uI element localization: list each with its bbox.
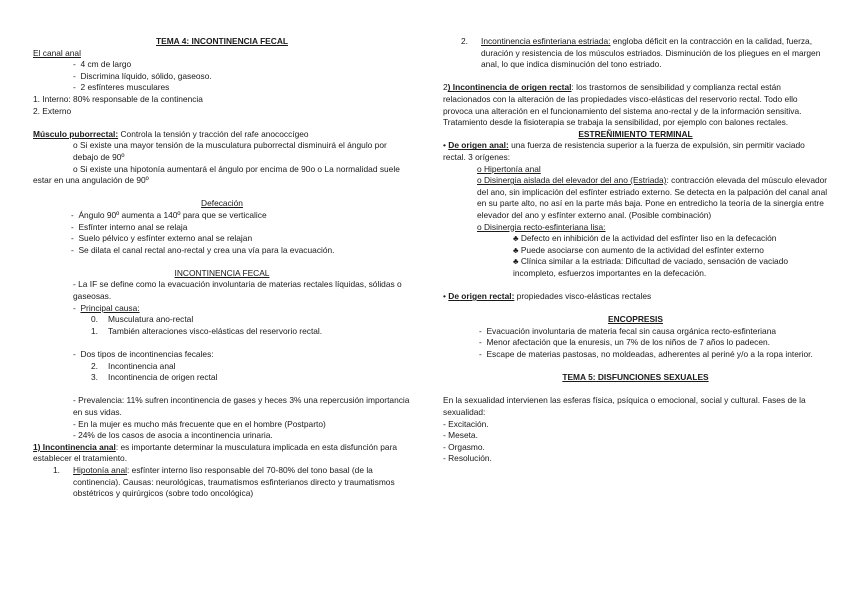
tema4-title: TEMA 4: INCONTINENCIA FECAL bbox=[156, 36, 288, 46]
list-item: - Resolución. bbox=[443, 453, 492, 464]
list-item: - Esfínter interno anal se relaja bbox=[71, 221, 188, 232]
canal-anal-heading: El canal anal bbox=[33, 47, 81, 58]
encopresis-list bbox=[443, 326, 828, 361]
list-item: - Ángulo 90º aumenta a 140º para que se verticalice bbox=[71, 209, 267, 220]
list-item: - Evacuación involuntaria de materia fecal sin causa orgánica recto-esfinteriana bbox=[479, 325, 777, 336]
canal-anal-list bbox=[33, 59, 411, 94]
sexualidad-paragraph: En la sexualidad intervienen las esferas física, psíquica o emocional, social y cultural. Fases de la sexualidad: bbox=[443, 395, 806, 417]
list-item: 1. También alteraciones visco-elásticas del reservorio rectal. bbox=[91, 325, 323, 336]
estrenimiento-heading: ESTREÑIMIENTO TERMINAL bbox=[578, 128, 693, 139]
list-item: ♣ Clínica similar a la estriada: Dificultad de vaciado, sensación de vaciado incompleto, esfuerzos importantes en la defecación. bbox=[513, 256, 789, 278]
hipertonia-item: o Hipertonía anal bbox=[477, 163, 541, 174]
club-icon: ♣ bbox=[513, 244, 519, 255]
club-icon: ♣ bbox=[513, 256, 519, 267]
asocia-text: - 24% de los casos de asocia a incontinencia urinaria. bbox=[73, 430, 273, 441]
list-item: o Si existe una hipotonía aumentará el ángulo por encima de 90o o La normalidad suele estar en una angulación de 90º bbox=[33, 163, 400, 186]
disinergia-item: o Disinergia aislada del elevador del ano (Estriada): contracción elevada del músculo elevador del ano, sin implicación del esfínter estriado externo. Se detecta en la palpación del canal anal en su parte alto, no así en la parte más baja. Pone en entredicho la teoría de la sinergia entre elevador del ano y esfínter externo anal. (Posible combinación) bbox=[477, 175, 828, 220]
list-item: - Excitación. bbox=[443, 418, 489, 429]
puborrectal-paragraph: Músculo puborrectal: Controla la tensión y tracción del rafe anococcígeo bbox=[33, 128, 309, 139]
list-item: 2. Externo bbox=[33, 105, 72, 116]
mujer-text: - En la mujer es mucho más frecuente que en el hombre (Postparto) bbox=[73, 418, 326, 429]
origen-anal-paragraph: • De origen anal: una fuerza de resistencia superior a la fuerza de expulsión, sin permitir vaciado rectal. 3 orígenes: bbox=[443, 140, 805, 162]
left-column bbox=[33, 36, 411, 500]
disinergia-lisa-list bbox=[443, 233, 828, 279]
list-item: - Se dilata el canal rectal ano-rectal y crea una vía para la evacuación. bbox=[71, 244, 335, 255]
right-column bbox=[443, 36, 828, 465]
list-item: - Suelo pélvico y esfínter externo anal se relajan bbox=[71, 233, 253, 244]
incontinencia-anal-paragraph: 1) Incontinencia anal: es importante determinar la musculatura implicada en esta disfunción para establecer el tratamiento. bbox=[33, 441, 398, 464]
list-item: - 2 esfínteres musculares bbox=[73, 82, 170, 93]
list-item: - Escape de materias pastosas, no moldeadas, adherentes al periné y/o a la ropa interior. bbox=[479, 349, 813, 360]
estriada-item: 2. Incontinencia esfinteriana estriada: engloba déficit en la contracción en la calidad, fuerza, duración y resistencia de los músculos estriados. Disminución de los pliegues en el margen anal, lo que indica disminución del tono estriado. bbox=[461, 36, 821, 70]
list-item: 3. Incontinencia de origen rectal bbox=[91, 372, 218, 383]
list-item: 1. Interno: 80% responsable de la continencia bbox=[33, 93, 203, 104]
prevalencia-text: - Prevalencia: 11% sufren incontinencia de gases y heces 3% una repercusión importancia en sus vidas. bbox=[73, 395, 410, 417]
puborrectal-sublist bbox=[33, 140, 411, 186]
tipos-list bbox=[33, 361, 411, 384]
causa-label: - Principal causa: bbox=[73, 302, 140, 313]
list-item: 2. Incontinencia anal bbox=[91, 360, 176, 371]
list-item: - 4 cm de largo bbox=[73, 59, 132, 70]
list-item: - Meseta. bbox=[443, 430, 478, 441]
list-item: ♣ Puede asociarse con aumento de la actividad del esfínter externo bbox=[513, 244, 764, 255]
list-item: ♣ Defecto en inhibición de la actividad del esfínter liso en la defecación bbox=[513, 233, 777, 244]
encopresis-heading: ENCOPRESIS bbox=[608, 314, 663, 325]
origen-rectal-paragraph: 2) Incontinencia de origen rectal: los trastornos de sensibilidad y complianza rectal están relacionados con la alteración de las propiedades visco-elásticas del reservorio rectal. Todo ello provoca una alteración en el funcionamiento del sistema ano-rectal y de la información sensitiva. Tratamiento desde la fisioterapia se trabaja la sensibilidad, por ejemplo con balones rectales. bbox=[443, 82, 802, 128]
origen-rectal-bullet: • De origen rectal: propiedades visco-elásticas rectales bbox=[443, 291, 652, 302]
hipotonia-item: 1. Hipotonía anal: esfínter interno liso responsable del 70-80% del tono basal (de la continencia). Causas: neurológicas, traumatismos esfinterianos directo y traumatismos obstétricos y quirúrgicos (sobre todo oncológica) bbox=[53, 464, 395, 499]
list-item: 0. Musculatura ano-rectal bbox=[91, 314, 194, 325]
incontinencia-heading: INCONTINENCIA FECAL bbox=[174, 267, 270, 278]
club-icon: ♣ bbox=[513, 233, 519, 244]
tema5-title: TEMA 5: DISFUNCIONES SEXUALES bbox=[562, 372, 709, 383]
tipos-label: - Dos tipos de incontinencias fecales: bbox=[73, 349, 214, 360]
list-item: o Si existe una mayor tensión de la musculatura puborrectal disminuirá el ángulo por debajo de 90º bbox=[73, 140, 387, 162]
defecacion-list bbox=[33, 210, 411, 256]
disinergia-lisa-item: o Disinergia recto-esfinteriana lisa: bbox=[477, 221, 606, 232]
list-item: - Menor afectación que la enuresis, un 7% de los niños de 7 años lo padecen. bbox=[479, 337, 770, 348]
incontinencia-definition: - La IF se define como la evacuación involuntaria de materias rectales líquidas, sólidas o gaseosas. bbox=[73, 279, 402, 302]
list-item: - Orgasmo. bbox=[443, 441, 485, 452]
causa-list bbox=[33, 314, 411, 337]
defecacion-heading: Defecación bbox=[201, 198, 243, 209]
list-item: - Discrimina líquido, sólido, gaseoso. bbox=[73, 70, 212, 81]
